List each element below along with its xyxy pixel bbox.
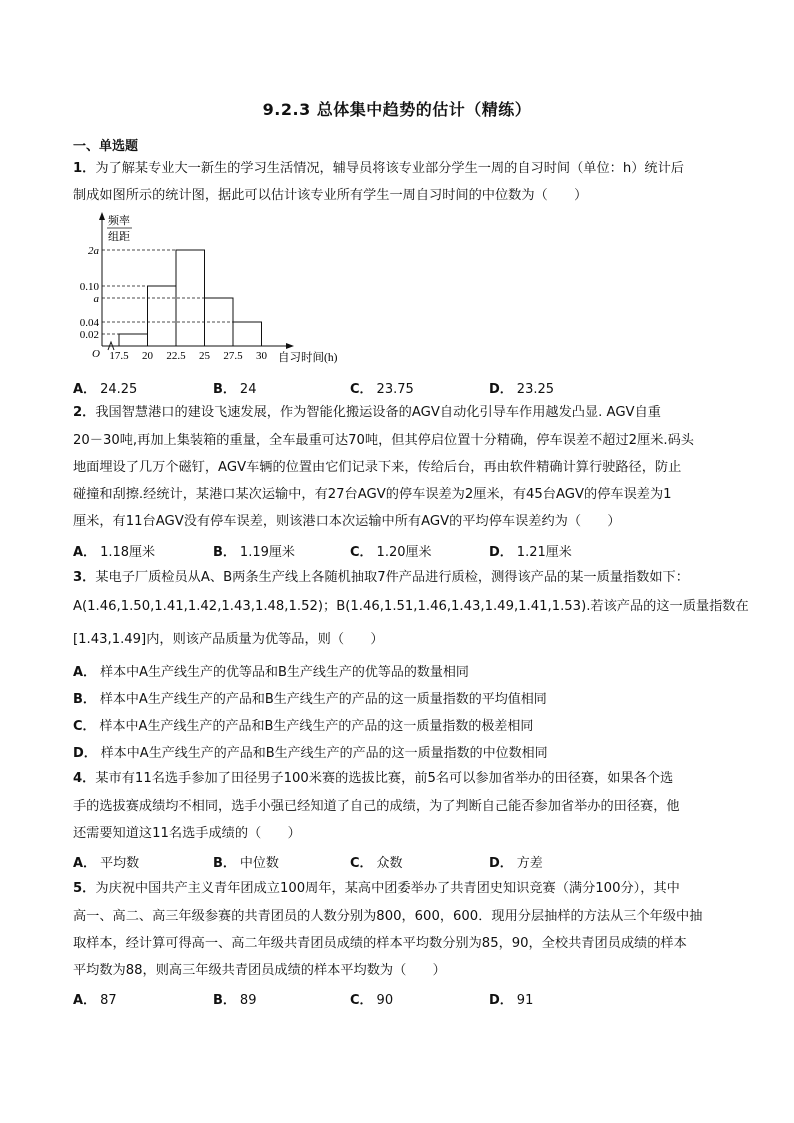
y-tick-label: a — [93, 293, 99, 305]
q5-option-a[interactable]: A． 87 — [73, 993, 117, 1008]
q2-line-5: 厘米，有11台AGV没有停车误差，则该港口本次运输中所有AGV的平均停车误差约为（ ） — [73, 514, 621, 529]
q1-option-d[interactable]: D． 23.25 — [489, 382, 555, 397]
x-axis-label: 自习时间(h) — [278, 352, 338, 364]
q4-option-d[interactable]: D． 方差 — [489, 856, 543, 871]
y-axis-label-bottom: 组距 — [108, 231, 130, 243]
x-tick-label: 22.5 — [166, 350, 186, 362]
histogram-bar — [119, 334, 148, 346]
x-tick-label: 25 — [199, 350, 210, 362]
q3-option-a[interactable]: A． 样本中A生产线生产的优等品和B生产线生产的优等品的数量相同 — [73, 665, 469, 680]
q2-line-1: 2．我国智慧港口的建设飞速发展，作为智能化搬运设备的AGV自动化引导车作用越发凸显. AGV自重 — [73, 405, 661, 420]
q4-line-2: 手的选拔赛成绩均不相同，选手小强已经知道了自己的成绩，为了判断自己能否参加省举办的田径赛，他 — [73, 799, 680, 814]
y-tick-label: 0.02 — [79, 329, 99, 341]
q4-option-a[interactable]: A． 平均数 — [73, 856, 140, 871]
q5-number: 5． — [73, 881, 96, 896]
x-tick-label: 20 — [142, 350, 153, 362]
q1-option-b[interactable]: B． 24 — [213, 382, 257, 397]
q3-option-b[interactable]: B． 样本中A生产线生产的产品和B生产线生产的产品的这一质量指数的平均值相同 — [73, 692, 547, 707]
q1-text: 为了解某专业大一新生的学习生活情况，辅导员将该专业部分学生一周的自习时间（单位：h）统计后 — [95, 161, 684, 176]
x-tick-label: 30 — [256, 350, 267, 362]
q2-line-3: 地面埋设了几万个磁钉，AGV车辆的位置由它们记录下来，传给后台，再由软件精确计算行驶路径，防止 — [73, 460, 682, 475]
q2-line-4: 碰撞和刮擦.经统计，某港口某次运输中，有27台AGV的停车误差为2厘米，有45台AGV的停车误差为1 — [73, 487, 672, 502]
q4-option-b[interactable]: B． 中位数 — [213, 856, 279, 871]
y-tick-label: 2a — [88, 245, 99, 257]
q1-line-1 — [73, 159, 684, 179]
q4-option-c[interactable]: C． 众数 — [350, 856, 403, 871]
y-axis-arrow — [99, 212, 105, 220]
q5-option-b[interactable]: B． 89 — [213, 993, 257, 1008]
y-tick-label: 0.04 — [79, 317, 99, 329]
q1-number: 1． — [73, 161, 96, 176]
q3-line-2: A(1.46,1.50,1.41,1.42,1.43,1.48,1.52)；B(1.46,1.51,1.46,1.43,1.49,1.41,1.53).若该产品的这一质量指数在 — [73, 599, 749, 614]
page-title: 9.2.3 总体集中趋势的估计（精练） — [262, 100, 532, 119]
q5-line-4: 平均数为88，则高三年级共青团员成绩的样本平均数为（ ） — [73, 963, 446, 978]
q5-line-3: 取样本，经计算可得高一、高二年级共青团员成绩的样本平均数分别为85，90，全校共青团员成绩的样本 — [73, 936, 687, 951]
x-axis-arrow — [286, 343, 294, 349]
q3-option-c[interactable]: C． 样本中A生产线生产的产品和B生产线生产的产品的这一质量指数的极差相同 — [73, 719, 534, 734]
q3-number: 3． — [73, 570, 96, 585]
q2-option-c[interactable]: C． 1.20厘米 — [350, 545, 432, 560]
q2-line-2: 20－30吨,再加上集装箱的重量，全车最重可达70吨，但其停启位置十分精确，停车误差不超过2厘米.码头 — [73, 433, 694, 448]
q4-line-1: 4．某市有11名选手参加了田径男子100米赛的选拔比赛，前5名可以参加省举办的田径赛，如果各个选 — [73, 771, 674, 786]
q2-option-d[interactable]: D． 1.21厘米 — [489, 545, 572, 560]
q4-number: 4． — [73, 771, 96, 786]
q5-option-d[interactable]: D． 91 — [489, 993, 534, 1008]
q2-number: 2． — [73, 405, 96, 420]
y-axis-label-top: 频率 — [108, 215, 130, 227]
q5-line-1: 5．为庆祝中国共产主义青年团成立100周年，某高中团委举办了共青团史知识竞赛（满分100分），其中 — [73, 881, 680, 896]
q1-option-c[interactable]: C． 23.75 — [350, 382, 414, 397]
histogram-bar — [233, 322, 262, 346]
q3-option-d[interactable]: D． 样本中A生产线生产的产品和B生产线生产的产品的这一质量指数的中位数相同 — [73, 746, 548, 761]
q3-line-3: [1.43,1.49]内，则该产品质量为优等品，则（ ） — [73, 632, 384, 647]
section-heading: 一、单选题 — [73, 139, 139, 154]
q1-option-a[interactable]: A． 24.25 — [73, 382, 138, 397]
histogram-chart — [74, 210, 374, 370]
x-tick-label: 27.5 — [223, 350, 243, 362]
histogram-bar — [176, 250, 205, 346]
q3-line-1: 3．某电子厂质检员从A、B两条生产线上各随机抽取7件产品进行质检，测得该产品的某一质量指数如下： — [73, 570, 689, 585]
histogram-bar — [148, 286, 177, 346]
q2-option-a[interactable]: A． 1.18厘米 — [73, 545, 156, 560]
x-tick-label: 17.5 — [109, 350, 129, 362]
origin-label: O — [92, 348, 100, 360]
q1-line-2 — [73, 186, 587, 206]
q5-option-c[interactable]: C． 90 — [350, 993, 394, 1008]
q1-text: 制成如图所示的统计图，据此可以估计该专业所有学生一周自习时间的中位数为（ ） — [73, 188, 588, 203]
q4-line-3: 还需要知道这11名选手成绩的（ ） — [73, 826, 301, 841]
q2-option-b[interactable]: B． 1.19厘米 — [213, 545, 295, 560]
y-tick-label: 0.10 — [79, 281, 99, 293]
q5-line-2: 高一、高二、高三年级参赛的共青团员的人数分别为800，600，600．现用分层抽样的方法从三个年级中抽 — [73, 909, 703, 924]
